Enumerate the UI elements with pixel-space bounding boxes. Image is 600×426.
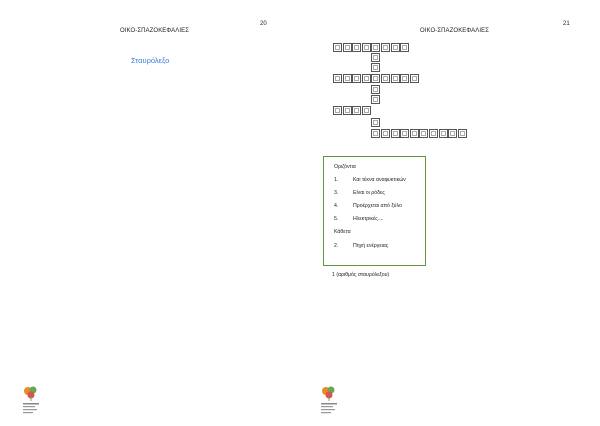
crossword-cell	[429, 129, 438, 138]
crossword-cell	[362, 43, 371, 52]
crossword-cell	[362, 74, 371, 83]
down-heading: Κάθετα	[334, 229, 351, 235]
crossword-cell	[343, 74, 352, 83]
crossword-cell	[333, 74, 342, 83]
clue-text: Προέρχεται από ξύλο	[353, 203, 402, 209]
crossword-cell	[448, 129, 457, 138]
page-number: 21	[563, 21, 570, 27]
clue-number: 1.	[334, 177, 339, 183]
crossword-cell	[458, 129, 467, 138]
crossword-cell	[391, 43, 400, 52]
crossword-cell	[352, 43, 361, 52]
page-number: 20	[260, 21, 267, 27]
crossword-cell	[381, 74, 390, 83]
right-page	[300, 0, 600, 426]
running-header: ΟΙΚΟ-ΣΠΑΖΟΚΕΦΑΛΙΕΣ	[420, 28, 489, 34]
crossword-cell	[371, 118, 380, 127]
crossword-cell	[381, 43, 390, 52]
crossword-cell	[410, 74, 419, 83]
clue-text: Πηγή ενέργειας	[353, 243, 389, 249]
crossword-cell	[381, 129, 390, 138]
crossword-cell	[371, 43, 380, 52]
crossword-cell	[410, 129, 419, 138]
clue-text: Και τέκνα αναφυκτικών	[353, 177, 406, 183]
crossword-cell	[400, 43, 409, 52]
crossword-cell	[400, 74, 409, 83]
clue-number: 4.	[334, 203, 339, 209]
running-header: ΟΙΚΟ-ΣΠΑΖΟΚΕΦΑΛΙΕΣ	[120, 28, 189, 34]
crossword-cell	[343, 106, 352, 115]
crossword-cell	[333, 106, 342, 115]
crossword-cell	[352, 74, 361, 83]
crossword-cell	[343, 43, 352, 52]
crossword-cell	[371, 95, 380, 104]
clue-text: Είναι οι ρόδες	[353, 190, 385, 196]
logo-icon	[22, 385, 40, 415]
across-heading: Οριζόντια	[334, 164, 356, 170]
clue-text: Ηλεκτρικές....	[353, 216, 384, 222]
clue-number: 3.	[334, 190, 339, 196]
footnote: 1 (αριθμός σταυρόλεξου)	[332, 272, 390, 278]
crossword-cell	[391, 129, 400, 138]
crossword-cell	[362, 106, 371, 115]
crossword-grid	[300, 0, 600, 160]
crossword-cell	[371, 53, 380, 62]
crossword-cell	[371, 129, 380, 138]
crossword-cell	[391, 74, 400, 83]
crossword-cell	[439, 129, 448, 138]
crossword-cell	[371, 74, 380, 83]
section-title: Σταυρόλεξο	[131, 56, 170, 65]
crossword-cell	[371, 63, 380, 72]
clue-number: 5.	[334, 216, 339, 222]
crossword-cell	[400, 129, 409, 138]
crossword-cell	[352, 106, 361, 115]
clues-box	[323, 156, 426, 266]
crossword-cell	[333, 43, 342, 52]
logo-icon	[320, 385, 338, 415]
crossword-cell	[371, 85, 380, 94]
crossword-cell	[419, 129, 428, 138]
clue-number: 2.	[334, 243, 339, 249]
